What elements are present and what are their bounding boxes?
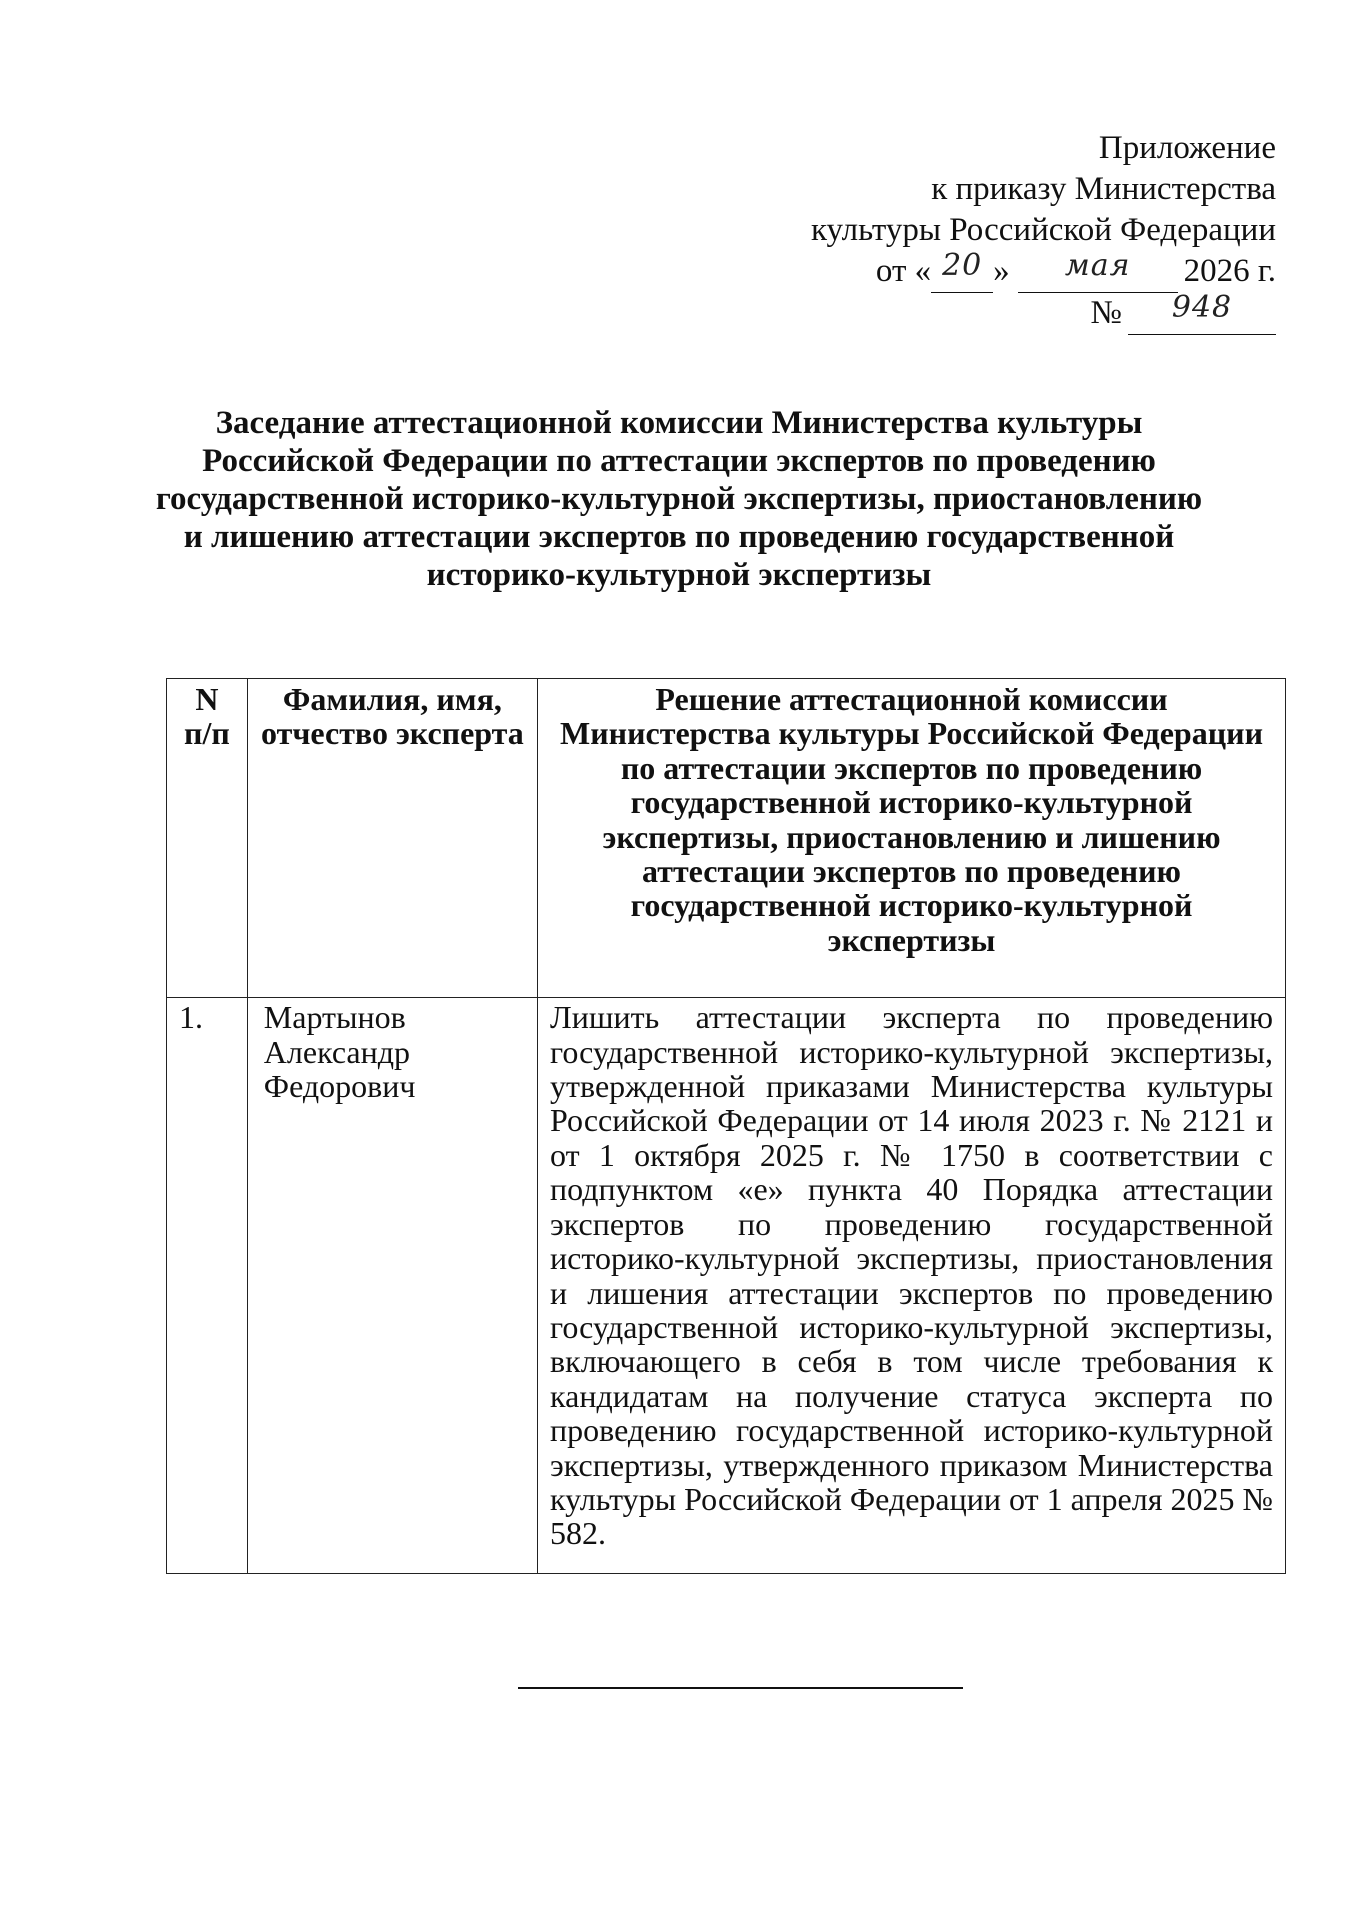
header-number-pp: п/п [184,715,230,752]
order-number-field [1128,290,1276,335]
row-number: 1. [179,999,203,1036]
row-number-cell [167,998,248,1574]
expert-surname: Мартынов [263,999,406,1036]
expert-patronymic: Федорович [263,1068,416,1105]
header-name-text: Фамилия, имя, отчество эксперта [261,681,524,752]
date-day-field [931,248,993,293]
title-line: государственной историко-культурной экспертизы, приостановлению [155,481,1203,517]
appendix-label: Приложение [1098,130,1276,166]
header-decision [538,679,1286,998]
appendix-header [811,128,1276,335]
table-row [167,998,1286,1574]
date-mid: » [993,253,1010,289]
date-year: 2026 г. [1183,253,1276,289]
date-day-handwritten: 20 [942,248,983,283]
appendix-number-line [811,290,1276,335]
document-title [150,404,1208,594]
title-line: Заседание аттестационной комиссии Министерства культуры [215,405,1143,441]
order-number-handwritten: 948 [1171,290,1233,325]
appendix-order-ref: к приказу Министерства [931,171,1276,207]
header-number-n: N [195,681,219,717]
row-decision-text: Лишить аттестации эксперта по проведению государственной историко-культурной экспертизы, утвержденной приказами Министерства культуры Российской Федерации от 14 июля 2023 г. № 2121 и от 1 октября 2025 г. № 1750 в соответствии с подпунктом «е» пункта 40 Порядка аттестации экспертов по проведению государственной историко-культурной экспертизы, приостановления и лишения аттестации экспертов по проведению государственной историко-культурной экспертизы, включающего в себя в том числе требования к кандидатам на получение статуса эксперта по проведению государственной историко-культурной экспертизы, утвержденного приказом Министерства культуры Российской Федерации от 1 апреля 2025 № 582. [550,999,1273,1552]
table-header-row [167,679,1286,998]
date-month-handwritten: мая [1064,248,1131,283]
expert-first-name: Александр [263,1033,411,1070]
row-decision-cell [538,998,1286,1574]
date-prefix: от « [875,253,932,289]
appendix-date-line [811,248,1276,293]
row-name-cell [247,998,537,1574]
end-of-document-rule [518,1687,963,1689]
title-line: Российской Федерации по аттестации экспертов по проведению [202,443,1156,479]
title-line: историко-культурной экспертизы [426,557,932,593]
header-number [167,679,248,998]
appendix-ministry: культуры Российской Федерации [810,212,1276,248]
number-prefix: № [1090,295,1122,331]
date-month-field [1018,248,1178,293]
attestation-table [166,678,1286,1574]
header-decision-text: Решение аттестационной комиссии Министерства культуры Российской Федерации по аттестации экспертов по проведению государственной историко-культурной экспертизы, приостановлению и лишению аттестации экспертов по проведению государственной историко-культурной экспертизы [560,681,1264,958]
title-line: и лишению аттестации экспертов по проведению государственной [183,519,1175,555]
header-name [247,679,537,998]
